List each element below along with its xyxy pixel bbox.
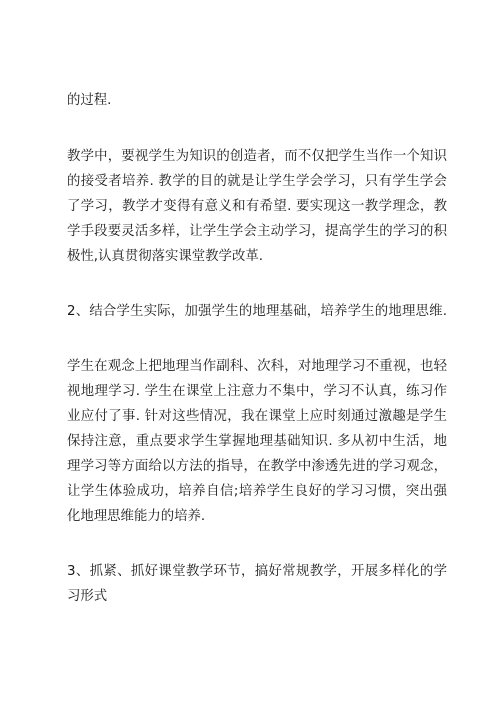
text-line: 让学生体验成功，培养自信;培养学生良好的学习习惯，突出强: [67, 484, 447, 499]
text-line: 极性,认真贯彻落实课堂教学改革.: [67, 249, 263, 264]
text-line: 视地理学习. 学生在课堂上注意力不集中，学习不认真，练习作: [67, 384, 447, 399]
section-heading: 3、抓紧、抓好课堂教学环节，搞好常规教学，开展多样化的学: [67, 564, 447, 579]
section-heading: 2、结合学生实际，加强学生的地理基础，培养学生的地理思维.: [67, 304, 447, 319]
text-line: 的过程.: [67, 93, 112, 108]
text-line: 教学中，要视学生为知识的创造者，而不仅把学生当作一个知识: [67, 149, 447, 164]
text-line: 理学习等方面给以方法的指导，在教学中渗透先进的学习观念，: [67, 459, 447, 474]
text-line: 业应付了事. 针对这些情况，我在课堂上应时刻通过激趣是学生: [67, 409, 447, 424]
text-line: 的接受者培养. 教学的目的就是让学生学会学习，只有学生学会: [67, 174, 447, 189]
text-line: 了学习，教学才变得有意义和有希望. 要实现这一教学理念，教: [67, 199, 447, 214]
text-line: 学生在观念上把地理当作副科、次科，对地理学习不重视，也轻: [67, 359, 447, 374]
section-heading-continued: 习形式: [67, 589, 108, 604]
text-line: 化地理思维能力的培养.: [67, 509, 206, 524]
text-line: 保持注意，重点要求学生掌握地理基础知识. 多从初中生活，地: [67, 434, 447, 449]
text-line: 学手段要灵活多样，让学生学会主动学习，提高学生的学习的积: [67, 224, 447, 239]
